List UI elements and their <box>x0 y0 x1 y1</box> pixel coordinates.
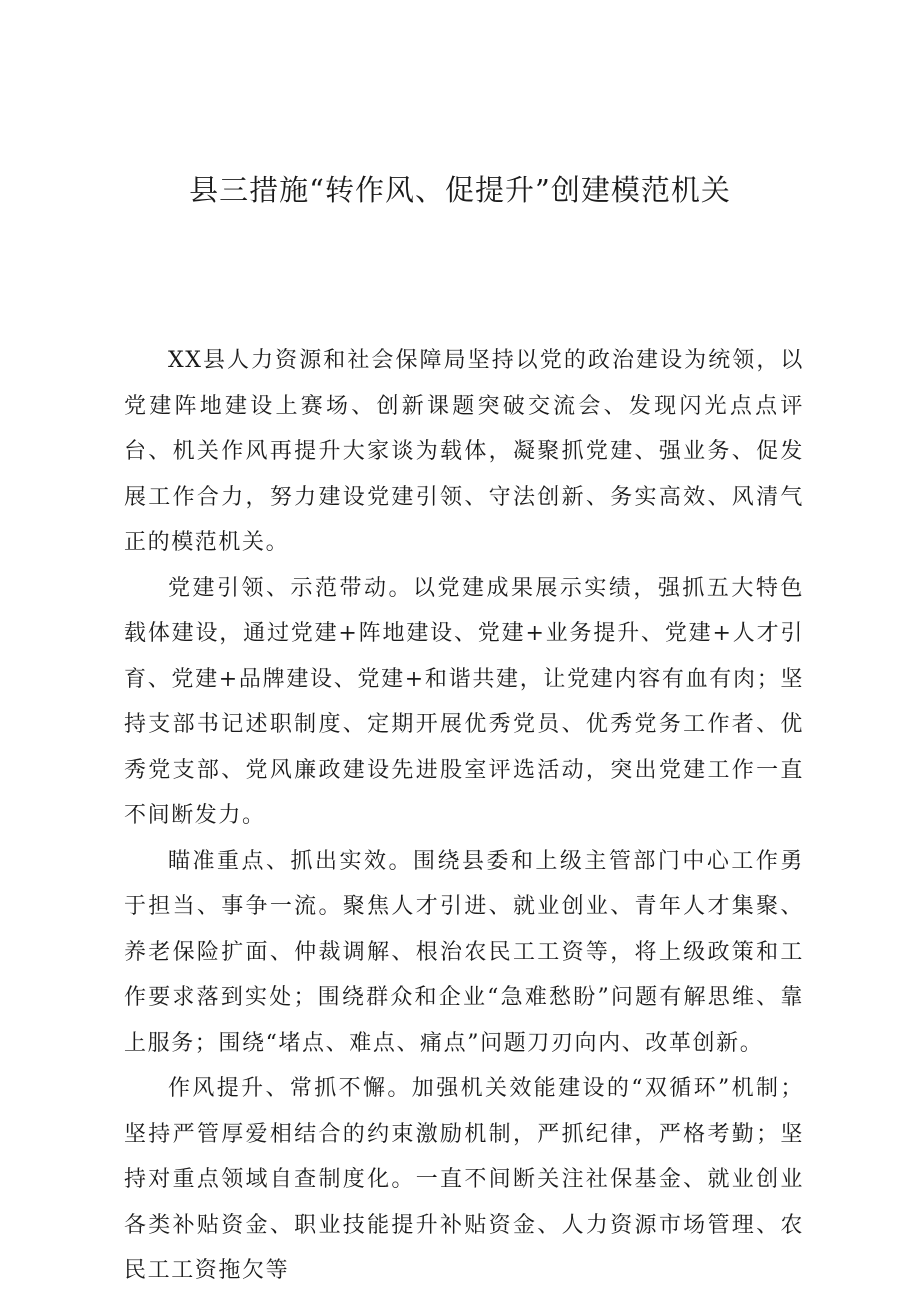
document-body <box>124 338 804 1294</box>
paragraph-party-building: 党建引领、示范带动。以党建成果展示实绩，强抓五大特色载体建设，通过党建+阵地建设、党建+业务提升、党建+人才引育、党建+品牌建设、党建+和谐共建，让党建内容有血有肉；坚持支部书记述职制度、定期开展优秀党员、优秀党务工作者、优秀党支部、党风廉政建设先进股室评选活动，突出党建工作一直不间断发力。 <box>124 575 804 828</box>
paragraph-work-style: 作风提升、常抓不懈。加强机关效能建设的“双循环”机制；坚持严管厚爱相结合的约束激励机制，严抓纪律，严格考勤；坚持对重点领域自查制度化。一直不间断关注社保基金、就业创业各类补贴资金、职业技能提升补贴资金、人力资源市场管理、农民工工资拖欠等 <box>124 1076 804 1283</box>
document-title: 县三措施“转作风、促提升”创建模范机关 <box>189 173 731 207</box>
paragraph-key-points: 瞄准重点、抓出实效。围绕县委和上级主管部门中心工作勇于担当、事争一流。聚焦人才引进、就业创业、青年人才集聚、养老保险扩面、仲裁调解、根治农民工工资等，将上级政策和工作要求落到实处；围绕群众和企业“急难愁盼”问题有解思维、靠上服务；围绕“堵点、难点、痛点”问题刀刃向内、改革创新。 <box>124 848 804 1056</box>
paragraph-intro: XX县人力资源和社会保障局坚持以党的政治建设为统领，以党建阵地建设上赛场、创新课题突破交流会、发现闪光点点评台、机关作风再提升大家谈为载体，凝聚抓党建、强业务、促发展工作合力，努力建设党建引领、守法创新、务实高效、风清气正的模范机关。 <box>124 348 804 555</box>
